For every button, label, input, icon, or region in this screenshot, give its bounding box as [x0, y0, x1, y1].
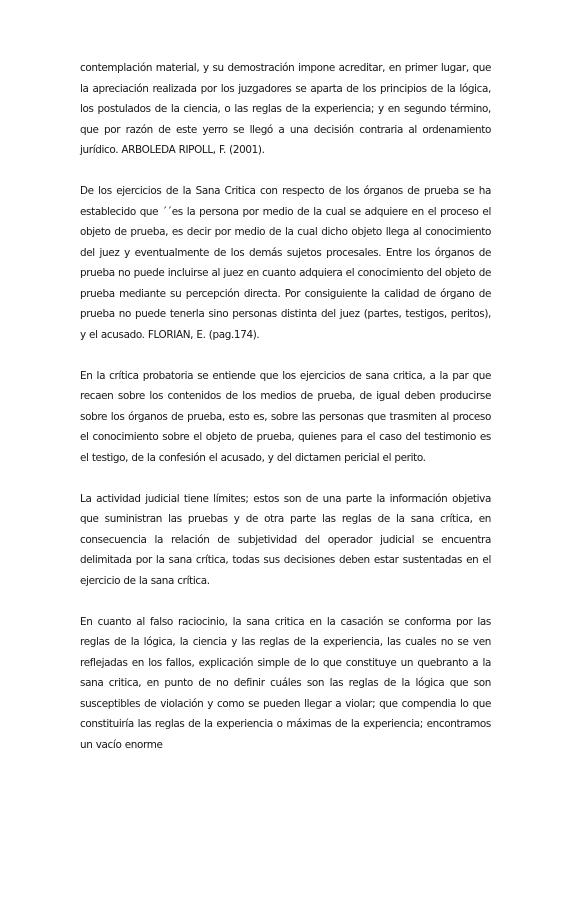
paragraph-arboleda-citation: contemplación material, y su demostración impone acreditar, en primer lugar, que la apreciación realizada por los juzgadores se aparta de los principios de la lógica, los postulados de la ciencia, o las reglas de la experiencia; y en segundo término, que por razón de este yerro se llegó a una decisión contraria al ordenamiento jurídico. ARBOLEDA RIPOLL, F. (2001). [80, 62, 491, 156]
paragraph-critica-probatoria: En la crítica probatoria se entiende que los ejercicios de sana critica, a la par que recaen sobre los contenidos de los medios de prueba, de igual deben producirse sobre los órganos de prueba, esto es, sobre las personas que trasmiten al proceso el conocimiento sobre el objeto de prueba, quienes para el caso del testimonio es el testigo, de la confesión el acusado, y del dictamen pericial el perito. [80, 369, 491, 464]
document-page [80, 58, 491, 776]
paragraph-actividad-judicial: La actividad judicial tiene límites; estos son de una parte la información objetiva que suministran las pruebas y de otra parte las reglas de la sana crítica, en consecuencia la relación de subjetividad del operador judicial se encuentra delimitada por la sana crítica, todas sus decisiones deben estar sustentadas en el ejercicio de la sana crítica. [80, 492, 491, 587]
paragraph-organos-de-prueba: De los ejercicios de la Sana Critica con respecto de los órganos de prueba se ha establecido que ´´es la persona por medio de la cual se adquiere en el proceso el objeto de prueba, es decir por medio de la cual dicho objeto llega al conocimiento del juez y eventualmente de los demás sujetos procesales. Entre los órganos de prueba no puede incluirse al juez en cuanto adquiera el conocimiento del objeto de prueba mediante su percepción directa. Por consiguiente la calidad de órgano de prueba no puede tenerla sino personas distinta del juez (partes, testigos, peritos), y el acusado. FLORIAN, E. (pag.174). [80, 185, 491, 341]
paragraph-falso-raciocinio: En cuanto al falso raciocinio, la sana critica en la casación se conforma por las reglas de la lógica, la ciencia y las reglas de la experiencia, las cuales no se ven reflejadas en los fallos, explicación simple de lo que constituye un quebranto a la sana critica, en punto de no definir cuáles son las reglas de la lógica que son susceptibles de violación y como se pueden llegar a violar; que compendia lo que constituiría las reglas de la experiencia o máximas de la experiencia; encontramos un vacío enorme [80, 615, 491, 751]
